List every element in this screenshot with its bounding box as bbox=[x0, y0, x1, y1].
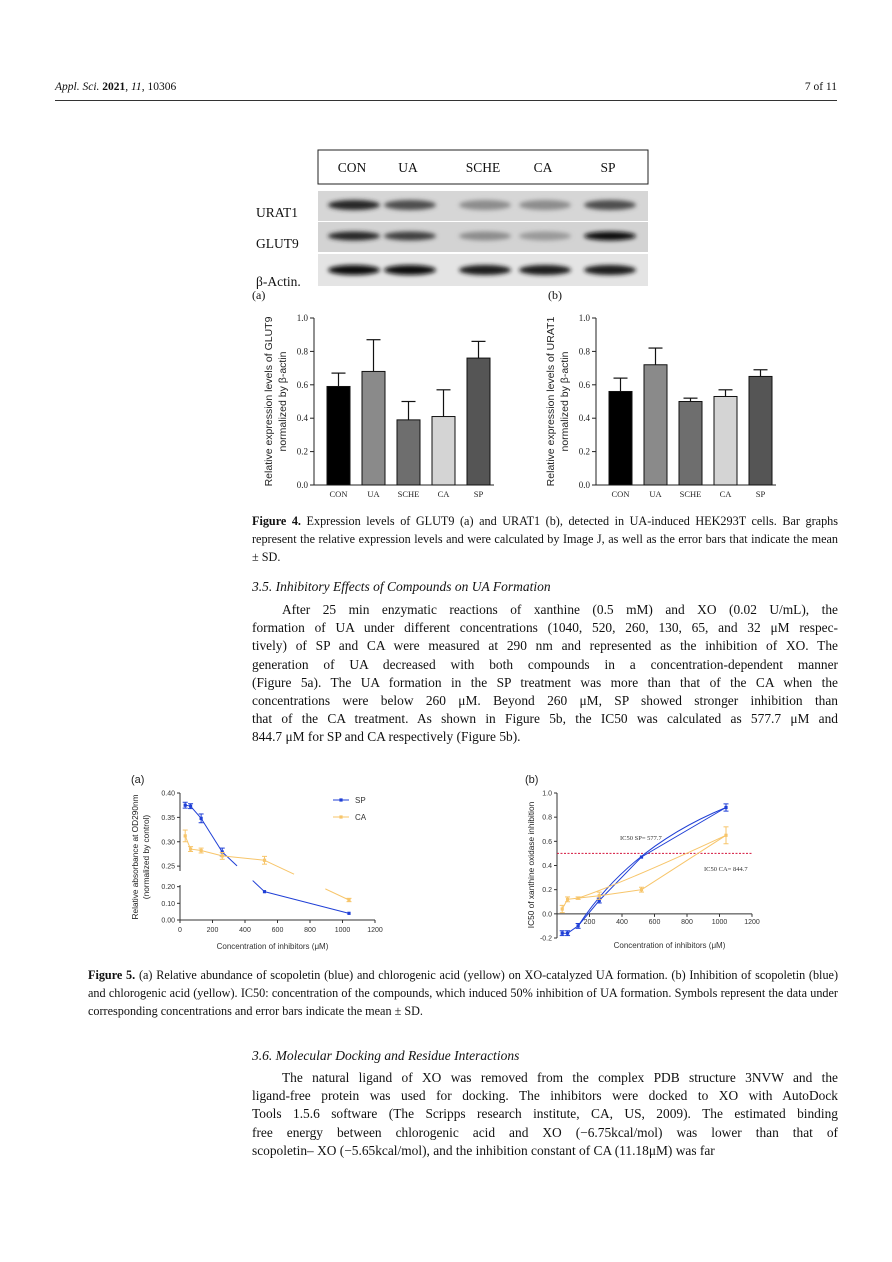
figure4-caption bbox=[252, 512, 838, 566]
ua-formation-line-chart bbox=[128, 785, 388, 955]
glut9-ylabel2: normalized by β-actin bbox=[277, 351, 289, 452]
ua-SP-point bbox=[184, 804, 187, 807]
blot-band bbox=[328, 232, 380, 241]
glut9-category-label: SP bbox=[473, 489, 484, 499]
urat1-ylabel2: normalized by β-actin bbox=[559, 351, 571, 452]
xo-xlabel: Concentration of inhibitors (μM) bbox=[613, 941, 726, 950]
glut9-category-label: SCHE bbox=[397, 489, 420, 499]
ua-legend-label: CA bbox=[355, 813, 367, 822]
glut9-bar-chart bbox=[258, 305, 508, 505]
xo-ic50-sp-annotation: IC50 SP= 577.7 bbox=[620, 835, 662, 842]
xo-xtick-label: 400 bbox=[616, 918, 628, 926]
ua-CA-segment bbox=[265, 860, 295, 874]
urat1-bar bbox=[714, 396, 737, 485]
ua-CA-point bbox=[184, 834, 187, 837]
ua-xtick-label: 400 bbox=[239, 927, 251, 934]
ua-SP-segment bbox=[265, 892, 350, 914]
xo-xtick-label: 600 bbox=[648, 918, 661, 926]
glut9-category-label: CA bbox=[437, 489, 450, 499]
xo-ytick-label: 0.4 bbox=[542, 863, 552, 870]
xo-SP-point bbox=[724, 806, 727, 809]
ua-xtick-label: 600 bbox=[271, 927, 284, 934]
ua-ylabel2: (normalized by control) bbox=[141, 814, 151, 900]
fig5-panel-label-a: (a) bbox=[131, 774, 145, 786]
ua-ytick-label: 0.25 bbox=[161, 863, 175, 871]
ua-xtick-label: 1200 bbox=[367, 927, 383, 934]
xo-ytick-label: 0.0 bbox=[542, 911, 552, 919]
ua-CA-segment bbox=[201, 851, 222, 856]
xo-CA-point bbox=[577, 897, 580, 900]
ua-legend-marker bbox=[339, 798, 342, 801]
western-blot bbox=[240, 148, 660, 310]
fig4-panel-label-a: (a) bbox=[252, 288, 266, 302]
ua-SP-segment bbox=[253, 881, 265, 892]
xo-CA-point bbox=[640, 888, 643, 891]
section36-line: free energy between chlorogenic acid and XO (−6.75kcal/mol) was lower than that of bbox=[252, 1124, 838, 1140]
urat1-category-label: CA bbox=[719, 489, 732, 499]
ua-SP-segment bbox=[191, 806, 202, 818]
figure5-caption-label: Figure 5. bbox=[88, 968, 136, 982]
blot-lane-label: CA bbox=[533, 160, 553, 175]
blot-band bbox=[584, 200, 636, 210]
ua-ytick-label: 0.10 bbox=[161, 900, 175, 908]
blot-band bbox=[584, 265, 636, 275]
ua-ytick-label: 0.00 bbox=[161, 917, 175, 925]
xo-SP-point bbox=[577, 924, 580, 927]
glut9-ylabel: Relative expression levels of GLUT9 bbox=[263, 316, 275, 487]
xo-inhibition-line-chart bbox=[522, 785, 772, 955]
glut9-category-label: CON bbox=[329, 489, 348, 499]
urat1-ylabel: Relative expression levels of URAT1 bbox=[545, 316, 557, 487]
page-header bbox=[55, 78, 837, 101]
blot-band bbox=[519, 200, 571, 210]
ua-ytick-label: 0.20 bbox=[161, 884, 175, 892]
urat1-bar bbox=[609, 391, 632, 485]
xo-xtick-label: 800 bbox=[681, 918, 693, 926]
figure4-caption-text: Expression levels of GLUT9 (a) and URAT1 (b), detected in UA-induced HEK293T cells. Bar graphs represent the relative expression levels and were calculated by Image J, as well as the error bars that indicate the mean ± SD. bbox=[252, 514, 839, 564]
urat1-bar bbox=[644, 365, 667, 485]
urat1-bar-chart bbox=[540, 305, 790, 505]
blot-lane-label: SCHE bbox=[465, 160, 501, 175]
ua-SP-point bbox=[347, 912, 350, 915]
blot-band bbox=[459, 200, 511, 210]
blot-lane-label: SP bbox=[600, 160, 616, 175]
ua-SP-segment bbox=[201, 818, 222, 852]
blot-band bbox=[584, 232, 636, 241]
xo-ytick-label: 1.0 bbox=[542, 790, 552, 798]
figure4-caption-label: Figure 4. bbox=[252, 514, 301, 528]
figure5-caption-text: (a) Relative abundance of scopoletin (blue) and chlorogenic acid (yellow) on XO-catalyzed UA formation. (b) Inhibition of scopoletin (blue) and chlorogenic acid (yellow). IC50: concentration of the compounds, which induced 50% inhibition of UA formation. Symbols represent the data under corresponding concentrations and error bars indicate the mean ± SD. bbox=[88, 968, 839, 1018]
glut9-bar bbox=[397, 420, 420, 485]
glut9-ytick-label: 0.4 bbox=[296, 413, 308, 424]
xo-xtick-label: 1200 bbox=[744, 918, 760, 926]
blot-band bbox=[459, 232, 511, 241]
section35-line: 844.7 μM for SP and CA respectively (Figure 5b). bbox=[252, 729, 521, 745]
ua-SP-point bbox=[200, 817, 203, 820]
section-3-6-paragraph bbox=[252, 1069, 838, 1160]
glut9-bar bbox=[362, 371, 385, 485]
ua-CA-point bbox=[200, 849, 203, 852]
section36-line: The natural ligand of XO was removed from the complex PDB structure 3NVW and the bbox=[282, 1070, 838, 1085]
fig4-panel-label-b: (b) bbox=[548, 288, 562, 302]
xo-ytick-label: 0.2 bbox=[542, 887, 552, 895]
xo-CA-point bbox=[566, 898, 569, 901]
blot-band bbox=[519, 265, 571, 275]
glut9-ytick-label: 1.0 bbox=[296, 313, 308, 323]
section36-line: Tools 1.5.6 software (The Scripps research institute, CA, US, 2009). The estimated binding bbox=[252, 1106, 838, 1122]
ua-CA-point bbox=[263, 859, 266, 862]
xo-SP-line bbox=[562, 808, 726, 934]
ua-CA-point bbox=[347, 898, 350, 901]
blot-band bbox=[384, 200, 436, 210]
urat1-ytick-label: 0.4 bbox=[578, 413, 590, 424]
ua-legend-marker bbox=[339, 815, 342, 818]
blot-lane-label: CON bbox=[337, 160, 367, 175]
section35-line: concentrations were below 260 μM. Beyond 260 μM, SP showed stronger inhibition than bbox=[252, 693, 838, 709]
section35-line: formation of UA under different concentrations (1040, 520, 260, 130, 65, and 32 μM respec- bbox=[252, 620, 838, 636]
glut9-ytick-label: 0.2 bbox=[296, 446, 308, 457]
xo-SP-point bbox=[640, 855, 643, 858]
xo-CA-point bbox=[561, 907, 564, 910]
section36-line: ligand-free protein was used for docking. The inhibitors were docked to XO with AutoDock bbox=[252, 1088, 838, 1104]
section-3-5-title: 3.5. Inhibitory Effects of Compounds on UA Formation bbox=[252, 579, 551, 594]
blot-band bbox=[384, 265, 436, 275]
blot-row-label: β-Actin. bbox=[256, 274, 301, 289]
urat1-ytick-label: 0.8 bbox=[578, 346, 590, 357]
urat1-bar bbox=[749, 376, 772, 485]
blot-lane-label: UA bbox=[398, 160, 418, 175]
blot-band bbox=[328, 200, 380, 210]
xo-ylabel: IC50 of xanthine oxidase inhibition bbox=[526, 801, 536, 929]
glut9-ytick-label: 0.6 bbox=[296, 379, 308, 390]
glut9-bar bbox=[467, 358, 490, 485]
page-number: 7 of 11 bbox=[804, 81, 837, 93]
ua-xtick-label: 200 bbox=[206, 927, 219, 934]
xo-SP-point bbox=[561, 932, 564, 935]
ua-SP-point bbox=[263, 890, 266, 893]
section-3-5-paragraph bbox=[252, 601, 838, 747]
ua-xtick-label: 0 bbox=[178, 927, 182, 934]
ua-ytick-label: 0.30 bbox=[161, 839, 175, 847]
urat1-ytick-label: 0.0 bbox=[578, 480, 590, 490]
ua-xtick-label: 1000 bbox=[334, 927, 351, 934]
blot-band bbox=[384, 232, 436, 241]
blot-row-label: GLUT9 bbox=[256, 236, 299, 251]
ua-SP-point bbox=[189, 805, 192, 808]
blot-band bbox=[328, 265, 380, 275]
urat1-category-label: SP bbox=[755, 489, 766, 499]
xo-ic50-ca-annotation: IC50 CA= 844.7 bbox=[704, 866, 748, 873]
section35-line: After 25 min enzymatic reactions of xanthine (0.5 mM) and XO (0.02 U/mL), the bbox=[282, 602, 838, 617]
urat1-category-label: UA bbox=[649, 489, 662, 499]
xo-CA-point bbox=[724, 834, 727, 837]
blot-band bbox=[519, 232, 571, 241]
glut9-category-label: UA bbox=[367, 489, 380, 499]
urat1-category-label: SCHE bbox=[679, 489, 702, 499]
ua-CA-point bbox=[189, 847, 192, 850]
glut9-ytick-label: 0.0 bbox=[296, 480, 308, 490]
urat1-ytick-label: 0.2 bbox=[578, 446, 590, 457]
section35-line: generation of UA decreased with both compounds in a concentration-dependent manner bbox=[252, 656, 838, 672]
xo-xtick-label: 200 bbox=[583, 918, 596, 926]
glut9-bar bbox=[327, 386, 350, 485]
ua-ytick-label: 0.35 bbox=[161, 814, 175, 822]
journal-citation: Appl. Sci. 2021, 11, 10306 bbox=[55, 81, 177, 93]
ua-ylabel: Relative absorbance at OD290nm bbox=[130, 794, 140, 920]
glut9-ytick-label: 0.8 bbox=[296, 346, 308, 357]
section35-line: (Figure 5a). The UA formation in the SP treatment was more than that of the CA when the bbox=[252, 674, 838, 690]
glut9-bar bbox=[432, 417, 455, 485]
ua-ytick-label: 0.40 bbox=[161, 790, 175, 798]
urat1-ytick-label: 1.0 bbox=[578, 313, 590, 323]
xo-ytick-label: 0.8 bbox=[542, 814, 552, 822]
urat1-bar bbox=[679, 402, 702, 486]
xo-ytick-label: 0.6 bbox=[542, 838, 552, 846]
figure5-caption bbox=[88, 966, 838, 1020]
ua-CA-segment bbox=[325, 889, 349, 900]
xo-ytick-label: -0.2 bbox=[539, 935, 552, 943]
xo-CA-point bbox=[598, 894, 601, 897]
ua-CA-point bbox=[221, 854, 224, 857]
section35-line: that of the CA treatment. As shown in Figure 5b, the IC50 was calculated as 577.7 μM and bbox=[252, 711, 838, 727]
urat1-ytick-label: 0.6 bbox=[578, 379, 590, 390]
blot-row-label: URAT1 bbox=[256, 205, 299, 220]
ua-legend-label: SP bbox=[355, 796, 366, 805]
ua-xtick-label: 800 bbox=[304, 927, 316, 934]
fig5-panel-label-b: (b) bbox=[525, 774, 539, 786]
section-3-6-title: 3.6. Molecular Docking and Residue Interactions bbox=[252, 1048, 520, 1063]
urat1-category-label: CON bbox=[611, 489, 630, 499]
ua-xlabel: Concentration of inhibitors (μM) bbox=[216, 942, 329, 951]
blot-band bbox=[459, 265, 511, 275]
section36-line: scopoletin– XO (−5.65kcal/mol), and the inhibition constant of CA (11.18μM) was far bbox=[252, 1142, 715, 1158]
section35-line: tively) of SP and CA were measured at 290 nm and represented as the inhibition of XO. The bbox=[252, 638, 838, 654]
xo-xtick-label: 1000 bbox=[711, 918, 728, 926]
xo-SP-point bbox=[566, 932, 569, 935]
